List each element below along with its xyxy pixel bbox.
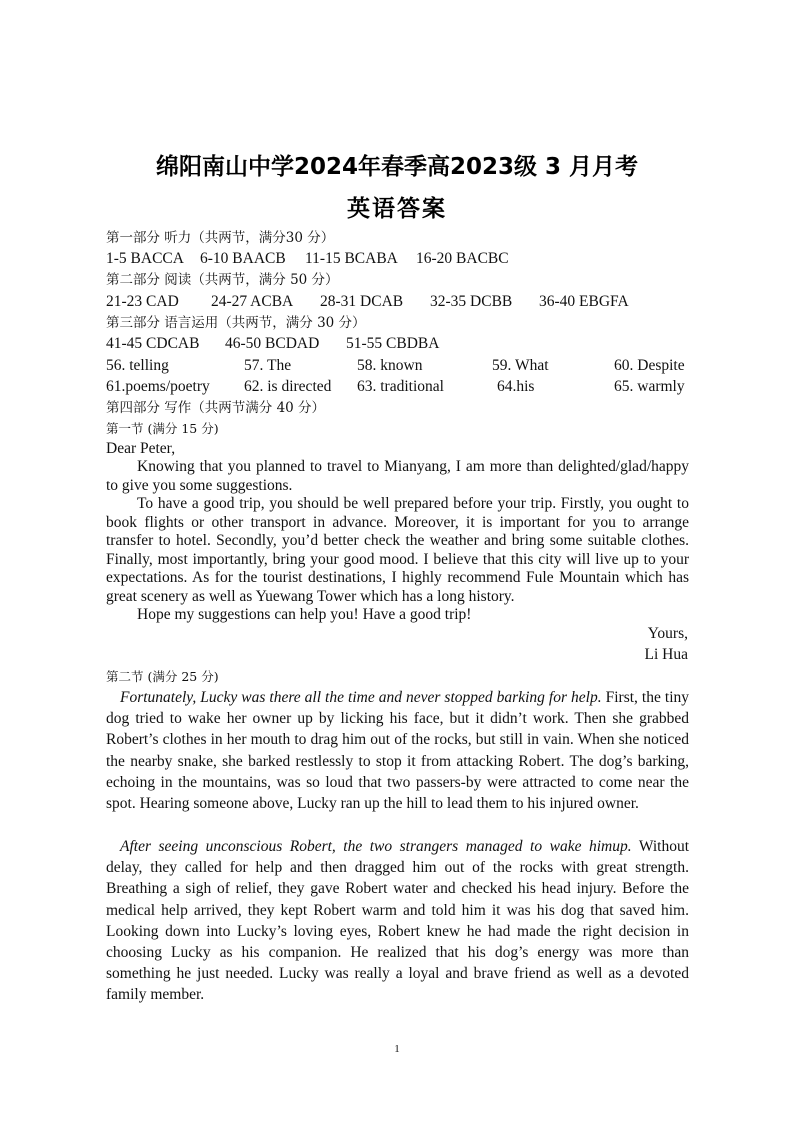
story-paragraph-1 — [106, 687, 689, 814]
answer-group: 28-31 DCAB — [320, 293, 404, 310]
exam-title: 绵阳南山中学2024年春季高2023级 3 月月考 — [155, 154, 639, 180]
story-body: Without delay, they called for help and then dragged him out of the rocks with great strength. Breathing a sigh of relief, they gave Robert water and checked his head injury. Before the medical help arrived, they kept Robert warm and told him it was his dog that saved him. Looking down into Lucky’s loving eyes, Robert knew he had made the right decision in choosing Lucky as his companion. He realized that his dog’s energy was more than something he just needed. Lucky was really a loyal and brave friend as well as a devoted family member. — [106, 838, 689, 1004]
answer-group: 21-23 CAD — [106, 293, 179, 310]
story-paragraph-2 — [106, 836, 689, 1006]
answer-group: 46-50 BCDAD — [225, 335, 320, 352]
part3-heading: 第三部分 语言运用（共两节，满分 30 分） — [106, 315, 366, 331]
letter-closing: Yours, — [647, 625, 688, 642]
fill-answer: 58. known — [357, 357, 423, 374]
fill-answer: 59. What — [492, 357, 549, 374]
letter-paragraph: Hope my suggestions can help you! Have a good trip! — [137, 606, 472, 623]
section1-heading: 第一节 (满分 15 分) — [106, 421, 219, 436]
exam-subtitle: 英语答案 — [347, 196, 447, 222]
answer-group: 24-27 ACBA — [211, 293, 294, 310]
fill-answer: 63. traditional — [357, 378, 444, 395]
answer-group: 11-15 BCABA — [305, 250, 398, 267]
fill-answer: 61.poems/poetry — [106, 378, 210, 395]
answer-group: 6-10 BAACB — [200, 250, 286, 267]
fill-answer: 56. telling — [106, 357, 169, 374]
letter-paragraph: To have a good trip, you should be well prepared before your trip. Firstly, you ought to book flights or other transport in advance. Moreover, it is important for you to arrange transfer to hotel. Secondly, you’d better check the weather and bring some suitable clothes. Finally, most importantly, bring your good mood. I believe that this city will live up to your expectations. As for the tourist destinations, I highly recommend Fule Mountain which has great scenery as well as Yuewang Tower which has a long history. — [106, 495, 689, 605]
letter-salutation: Dear Peter, — [106, 440, 176, 457]
answer-group: 16-20 BACBC — [416, 250, 509, 267]
part2-heading: 第二部分 阅读（共两节，满分 50 分） — [106, 272, 339, 288]
answer-group: 36-40 EBGFA — [539, 293, 629, 310]
fill-answer: 65. warmly — [614, 378, 685, 395]
story-lead-sentence: After seeing unconscious Robert, the two strangers managed to wake himup. — [120, 838, 632, 855]
fill-answer: 57. The — [244, 357, 292, 374]
answer-group: 41-45 CDCAB — [106, 335, 200, 352]
answer-group: 51-55 CBDBA — [346, 335, 440, 352]
answer-group: 32-35 DCBB — [430, 293, 513, 310]
letter-signature: Li Hua — [644, 646, 688, 663]
fill-answer: 62. is directed — [244, 378, 332, 395]
story-lead-sentence: Fortunately, Lucky was there all the time and never stopped barking for help. — [120, 689, 602, 706]
answer-group: 1-5 BACCA — [106, 250, 184, 267]
part1-heading: 第一部分 听力（共两节，满分30 分） — [106, 230, 335, 246]
story-body: First, the tiny dog tried to wake her owner up by licking his face, but it didn’t work. Then she grabbed Robert’s clothes in her mouth to drag him out of the rocks, but still in vain. When she noticed the nearby snake, she barked restlessly to stop it from attacking Robert. The dog’s barking, echoing in the mountains, was so loud that two passers-by were attracted to come near the spot. Hearing someone above, Lucky ran up the hill to lead them to his injured owner. — [106, 689, 690, 813]
section2-heading: 第二节 (满分 25 分) — [106, 669, 219, 684]
page-number: 1 — [394, 1043, 400, 1055]
fill-answer: 60. Despite — [614, 357, 685, 374]
letter-body — [106, 458, 689, 625]
part4-heading: 第四部分 写作（共两节满分 40 分） — [106, 400, 326, 416]
letter-paragraph: Knowing that you planned to travel to Mianyang, I am more than delighted/glad/happy to give you some suggestions. — [106, 458, 689, 494]
fill-answer: 64.his — [497, 378, 535, 395]
